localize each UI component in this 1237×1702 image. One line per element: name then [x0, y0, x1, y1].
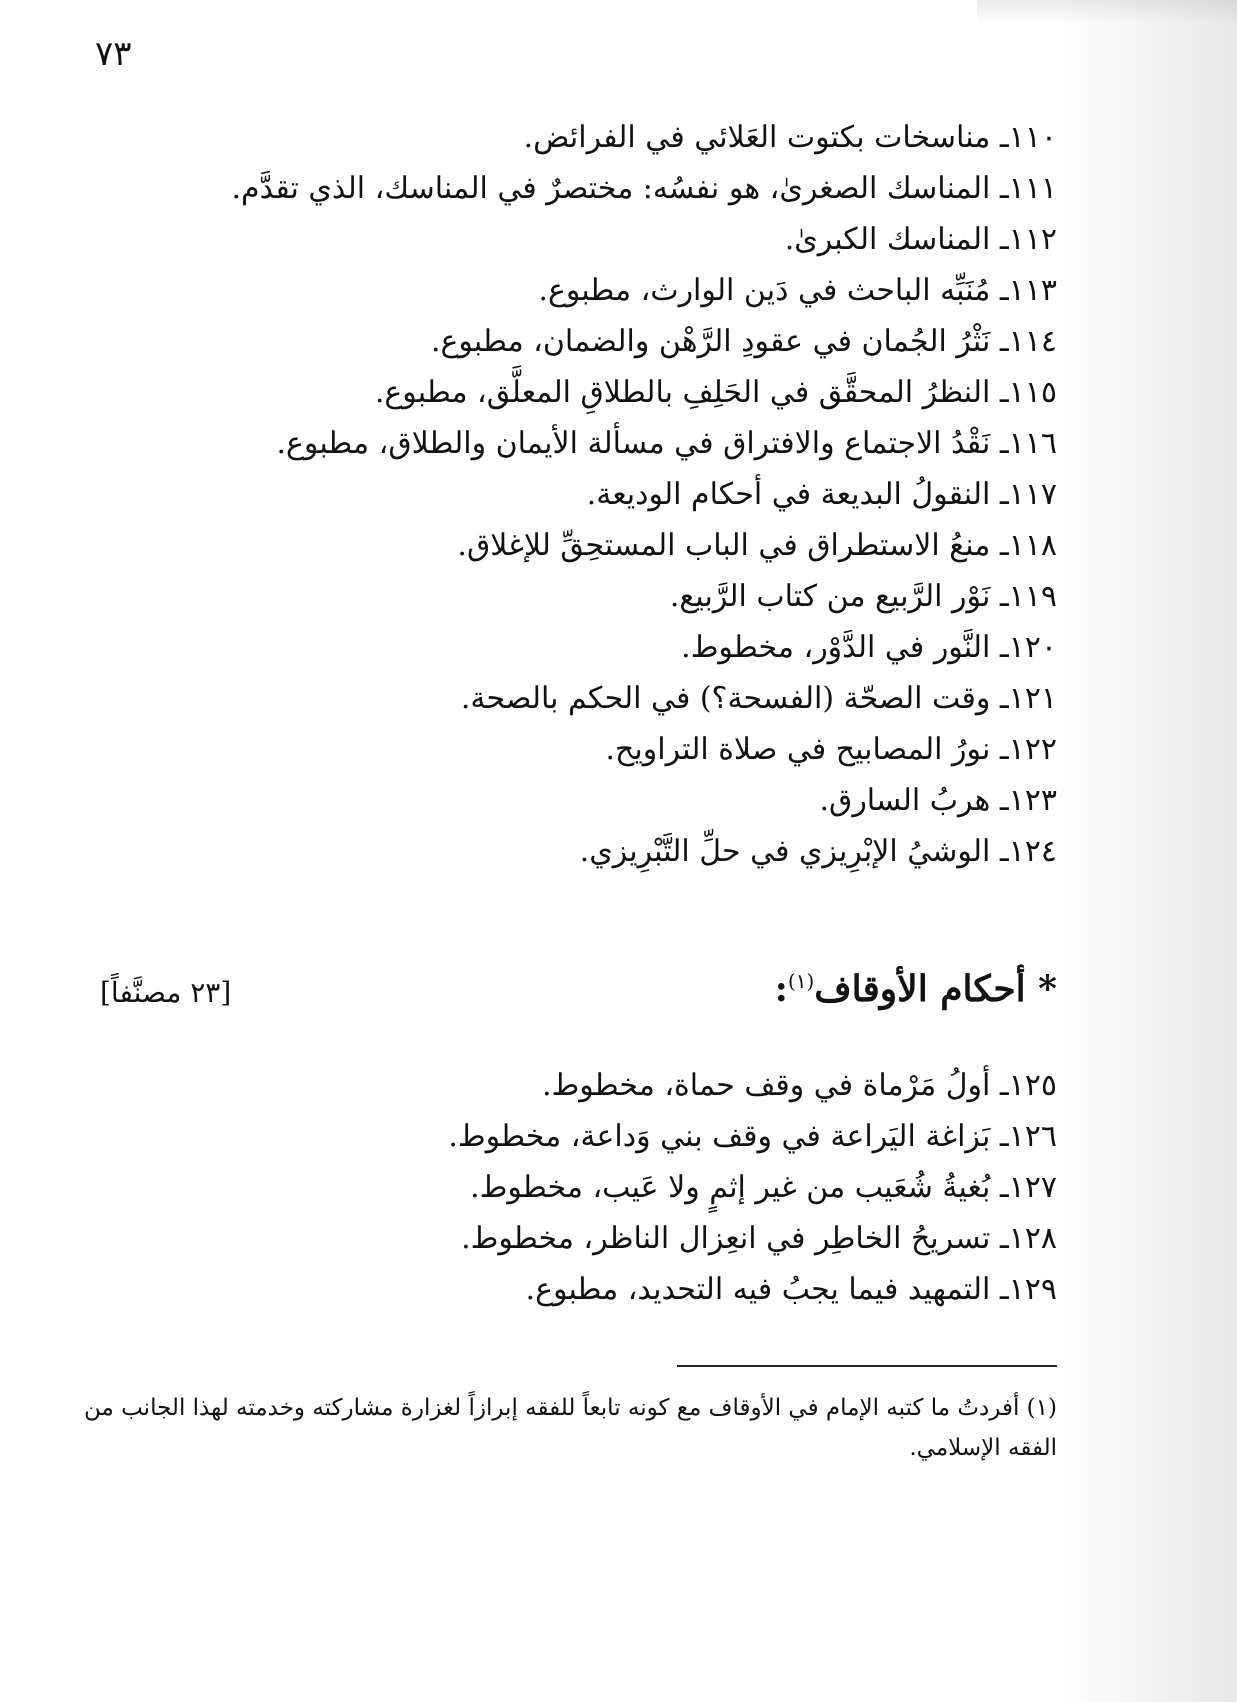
list-item: ١١٩ـ نَوْر الرَّبيع من كتاب الرَّبيع.	[669, 579, 1057, 614]
page-number: ٧٣	[95, 34, 132, 74]
list-item: ١٢٩ـ التمهيد فيما يجبُ فيه التحديد، مطبوع.	[525, 1272, 1057, 1307]
list-item: ١٢٥ـ أولُ مَرْماة في وقف حماة، مخطوط.	[542, 1068, 1057, 1103]
list-item: ١١٢ـ المناسك الكبرىٰ.	[784, 222, 1057, 257]
list-item: ١٢٤ـ الوشيُ الإبْرِيزي في حلِّ التَّبْرِيزي.	[579, 834, 1057, 869]
list-item: ١١٠ـ مناسخات بكتوت العَلائي في الفرائض.	[523, 120, 1057, 155]
list-item: ١١٣ـ مُنَبِّه الباحث في دَين الوارث، مطبوع.	[538, 273, 1057, 308]
scan-shadow-top	[977, 0, 1237, 24]
footnote-marker: (١)	[787, 969, 815, 993]
list-item: ١٢٧ـ بُغيةُ شُعَيب من غير إثمٍ ولا عَيب، مخطوط.	[470, 1170, 1057, 1205]
footnote: (١) أفردتُ ما كتبه الإمام في الأوقاف مع كونه تابعاً للفقه إبرازاً لغزارة مشاركته وخدمته لهذا الجانب من الفقه الإسلامي.	[83, 1395, 1057, 1461]
list-item: ١٢١ـ وقت الصحّة (الفسحة؟) في الحكم بالصحة.	[460, 681, 1057, 716]
list-item: ١٢٠ـ النَّور في الدَّوْر، مخطوط.	[681, 630, 1057, 665]
list-item: ١١٨ـ منعُ الاستطراق في الباب المستحِقِّ للإغلاق.	[457, 528, 1057, 563]
list-item: ١١٧ـ النقولُ البديعة في أحكام الوديعة.	[586, 477, 1057, 512]
list-item: ١١٤ـ نَثْرُ الجُمان في عقودِ الرَّهْن والضمان، مطبوع.	[430, 324, 1057, 359]
entry-list-part2	[448, 1060, 1057, 1315]
section-heading	[775, 968, 1057, 1010]
scan-shadow	[1057, 0, 1237, 1702]
section-heading-colon: :	[774, 968, 788, 1010]
entry-list-part1	[232, 112, 1057, 877]
list-item: ١٢٦ـ بَزاغة اليَراعة في وقف بني وَداعة، مخطوط.	[448, 1119, 1057, 1154]
list-item: ١١٥ـ النظرُ المحقَّق في الحَلِفِ بالطلاقِ المعلَّق، مطبوع.	[374, 375, 1057, 410]
section-heading-text: * أحكام الأوقاف	[814, 968, 1057, 1010]
list-item: ١١٦ـ نَقْدُ الاجتماع والافتراق في مسألة الأيمان والطلاق، مطبوع.	[276, 426, 1057, 461]
footnote-divider	[677, 1365, 1057, 1367]
list-item: ١٢٣ـ هربُ السارق.	[819, 783, 1057, 818]
list-item: ١٢٢ـ نورُ المصابيح في صلاة التراويح.	[605, 732, 1057, 767]
list-item: ١١١ـ المناسك الصغرىٰ، هو نفسُه: مختصرٌ في المناسك، الذي تقدَّم.	[231, 171, 1057, 206]
section-count: [٢٣ مصنَّفاً]	[100, 976, 232, 1009]
list-item: ١٢٨ـ تسريحُ الخاطِر في انعِزال الناظر، مخطوط.	[461, 1221, 1057, 1256]
